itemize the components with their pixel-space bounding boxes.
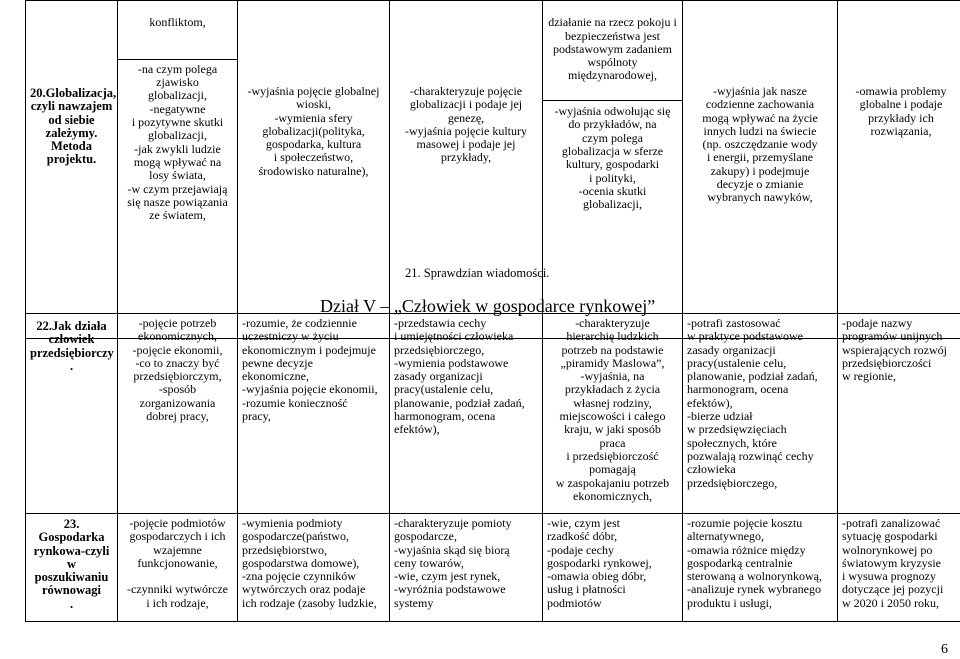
section-test-label: 21. Sprawdzian wiadomości. xyxy=(405,266,550,280)
requirement-cell-excellent: -omawia problemy globalne i podaje przykłady ich rozwiązania, xyxy=(838,1,960,339)
section-title: Dział V – „Człowiek w gospodarce rynkowej” xyxy=(320,296,656,316)
content-cell-1 xyxy=(118,1,238,339)
requirement-cell-advanced: -charakteryzuje hierarchię ludzkich potrzeb na podstawie „piramidy Maslowa”, -wyjaśnia, na przykładach z życia własnej rodziny, miejscowości i całego kraju, w jaki sposób praca i przedsiębiorczość pomagają w zaspokajaniu potrzeb ekonomicznych, xyxy=(543,314,683,514)
content-list: -na czym polega zjawisko globalizacji, -negatywne i pozytywne skutki globalizacji, -jak zwykli ludzie mogą wpływać na losy świata, -w czym przejawiają się nasze powiązania ze światem, xyxy=(118,59,237,226)
requirement-cell-extended: -charakteryzuje pojęcie globalizacji i podaje jej genezę, -wyjaśnia pojęcie kultury masowej i podaje jej przykłady, xyxy=(390,1,543,339)
content-list: -wyjaśnia odwołując się do przykładów, na czym polega globalizacja w sferze kultury, gospodarki i polityki, -ocenia skutki globalizacji, xyxy=(543,100,682,215)
topic-cell-entrepreneur: 22.Jak działa człowiek przedsiębiorczy . xyxy=(26,314,118,514)
content-cell: -pojęcie podmiotów gospodarczych i ich wzajemne funkcjonowanie, -czynniki wytwórcze i ich rodzaje, xyxy=(118,514,238,622)
requirement-cell-extended: -przedstawia cechy i umiejętności człowieka przedsiębiorczego, -wymienia podstawowe zasady organizacji pracy(ustalenie celu, planowanie, podział zadań, harmonogram, ocena efektów), xyxy=(390,314,543,514)
content-fragment-top: konfliktom, xyxy=(149,15,206,30)
requirement-cell-basic: -rozumie, że codziennie uczestniczy w życiu ekonomicznym i podejmuje pewne decyzje ekonomiczne, -wyjaśnia pojęcie ekonomii, -rozumie konieczność pracy, xyxy=(238,314,390,514)
requirement-cell-advanced: -wie, czym jest rzadkość dóbr, -podaje cechy gospodarki rynkowej, -omawia obieg dóbr, usług i płatności podmiotów xyxy=(543,514,683,622)
content-cell: -pojęcie potrzeb ekonomicznych, -pojęcie ekonomii, -co to znaczy być przedsiębiorczym, -sposób zorganizowania dobrej pracy, xyxy=(118,314,238,514)
page-number: 6 xyxy=(941,642,948,657)
curriculum-table-bottom xyxy=(25,313,960,622)
requirement-cell-excellent: -podaje nazwy programów unijnych wspierających rozwój przedsiębiorczości w regionie, xyxy=(838,314,960,514)
curriculum-table-top xyxy=(25,0,960,339)
requirement-cell-very-good: -potrafi zastosować w praktyce podstawowe zasady organizacji pracy(ustalenie celu, planowanie, podział zadań, harmonogram, ocena efektów), -bierze udział w przedsięwzięciach społecznych, które pozwalają rozwinąć cechy człowieka przedsiębiorczego, xyxy=(683,314,838,514)
content-fragment-top: działanie na rzecz pokoju i bezpieczeństwa jest podstawowym zadaniem wspólnoty międzynarodowej, xyxy=(548,15,677,83)
requirement-cell-excellent: -potrafi zanalizować sytuację gospodarki wolnorynkowej po światowym kryzysie i wysuwa prognozy dotyczące jej pozycji w 2020 i 2050 roku, xyxy=(838,514,960,622)
requirement-cell-very-good: -wyjaśnia jak nasze codzienne zachowania mogą wpływać na życie innych ludzi na świecie (np. oszczędzanie wody i energii, przemyślane zakupy) i podejmuje decyzje o zmianie wybranych nawyków, xyxy=(683,1,838,339)
topic-cell-globalization: 20.Globalizacja, czyli nawzajem od siebie zależymy. Metoda projektu. xyxy=(26,1,118,339)
requirement-cell-advanced xyxy=(543,1,683,339)
requirement-cell-basic: -wymienia podmioty gospodarcze(państwo, przedsiębiorstwo, gospodarstwa domowe), -zna pojęcie czynników wytwórczych oraz podaje ich rodzaje (zasoby ludzkie, xyxy=(238,514,390,622)
requirement-cell-basic: -wyjaśnia pojęcie globalnej wioski, -wymienia sfery globalizacji(polityka, gospodarka, kultura i społeczeństwo, środowisko naturalne), xyxy=(238,1,390,339)
requirement-cell-very-good: -rozumie pojęcie kosztu alternatywnego, -omawia różnice między gospodarką centralnie sterowaną a wolnorynkową, -analizuje rynek wybranego produktu i usługi, xyxy=(683,514,838,622)
requirement-cell-extended: -charakteryzuje pomioty gospodarcze, -wyjaśnia skąd się biorą ceny towarów, -wie, czym jest rynek, -wyróżnia podstawowe systemy xyxy=(390,514,543,622)
topic-cell-market-economy: 23. Gospodarka rynkowa-czyli w poszukiwaniu równowagi . xyxy=(26,514,118,622)
